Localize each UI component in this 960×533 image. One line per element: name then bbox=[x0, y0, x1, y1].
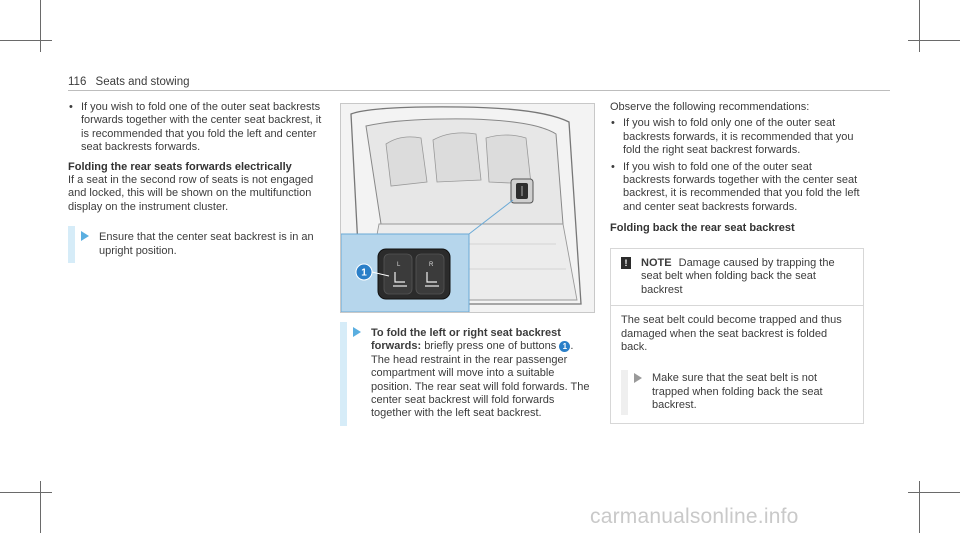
trunk-drawing bbox=[341, 104, 594, 312]
bullet-icon: • bbox=[611, 117, 615, 130]
action-rest: briefly press one of buttons bbox=[424, 340, 557, 353]
action-body: The head restraint in the rear passenger compartment will move into a suitable position. The rear seat will fold forwards. The center seat backrest will fold forwards together with the left seat backrest. bbox=[371, 353, 590, 420]
watermark: carmanualsonline.info bbox=[590, 505, 799, 528]
crop-mark bbox=[908, 492, 960, 493]
section-heading: Folding the rear seats forwards electrically bbox=[68, 160, 292, 173]
bullet-item bbox=[68, 101, 326, 155]
action-step bbox=[340, 322, 593, 426]
action-title: To fold the left or right seat backrest forwards: bbox=[371, 327, 561, 353]
bullet-item bbox=[610, 117, 862, 157]
crop-mark bbox=[0, 492, 52, 493]
bullet-text: If you wish to fold only one of the outer seat backrests forwards, it is recommended that you fold the right seat backrest forwards. bbox=[623, 117, 854, 157]
right-column bbox=[610, 101, 862, 236]
page-number: 116 bbox=[68, 76, 87, 88]
arrow-icon bbox=[353, 327, 361, 337]
note-headline: Damage caused by trapping the seat belt when folding back the seat backrest bbox=[641, 257, 835, 296]
header-divider bbox=[68, 90, 890, 91]
bullet-item bbox=[610, 161, 862, 215]
note-header bbox=[611, 249, 863, 306]
left-column bbox=[68, 101, 326, 263]
bullet-text: If you wish to fold one of the outer seat backrests forwards together with the center seat backrest, it is recommended that you fold the left and center seat backrests forwards. bbox=[623, 160, 860, 213]
action-text bbox=[359, 327, 593, 421]
button-right-label: R bbox=[429, 262, 434, 268]
note-title: NOTE bbox=[641, 257, 672, 269]
section-heading: Folding back the rear seat backrest bbox=[610, 222, 795, 235]
callout-number: 1 bbox=[361, 267, 367, 279]
bullet-text: If you wish to fold one of the outer seat backrests forwards together with the center seat backrest, it is recommended that you fold the left and center seat backrests forwards. bbox=[81, 101, 322, 154]
action-text: Ensure that the center seat backrest is in an upright position. bbox=[99, 231, 314, 257]
bullet-icon: • bbox=[69, 101, 73, 113]
arrow-icon bbox=[81, 231, 89, 241]
crop-mark bbox=[919, 481, 920, 533]
crop-mark bbox=[40, 0, 41, 52]
action-end: . bbox=[570, 340, 574, 353]
crop-mark bbox=[40, 481, 41, 533]
crop-mark bbox=[0, 40, 52, 41]
crop-mark bbox=[908, 40, 960, 41]
note-body: The seat belt could become trapped and thus damaged when the seat backrest is folded back. bbox=[621, 314, 842, 354]
paragraph: If a seat in the second row of seats is not engaged and locked, this will be shown on the multifunction display on the instrument cluster. bbox=[68, 174, 314, 213]
action-step bbox=[68, 226, 326, 263]
crop-mark bbox=[919, 0, 920, 52]
intro-text: Observe the following recommendations: bbox=[610, 101, 810, 113]
note-action bbox=[621, 370, 853, 414]
trunk-illustration bbox=[340, 103, 595, 313]
callout-badge: 1 bbox=[559, 341, 570, 352]
warning-icon: ! bbox=[621, 257, 631, 269]
section-title: Seats and stowing bbox=[95, 76, 190, 88]
arrow-icon bbox=[634, 373, 642, 383]
middle-column bbox=[340, 322, 593, 426]
note-box bbox=[610, 248, 864, 424]
page-header bbox=[68, 76, 190, 88]
note-action-text: Make sure that the seat belt is not trapped when folding back the seat backrest. bbox=[652, 372, 823, 412]
button-left-label: L bbox=[397, 262, 401, 268]
bullet-icon: • bbox=[611, 160, 615, 173]
